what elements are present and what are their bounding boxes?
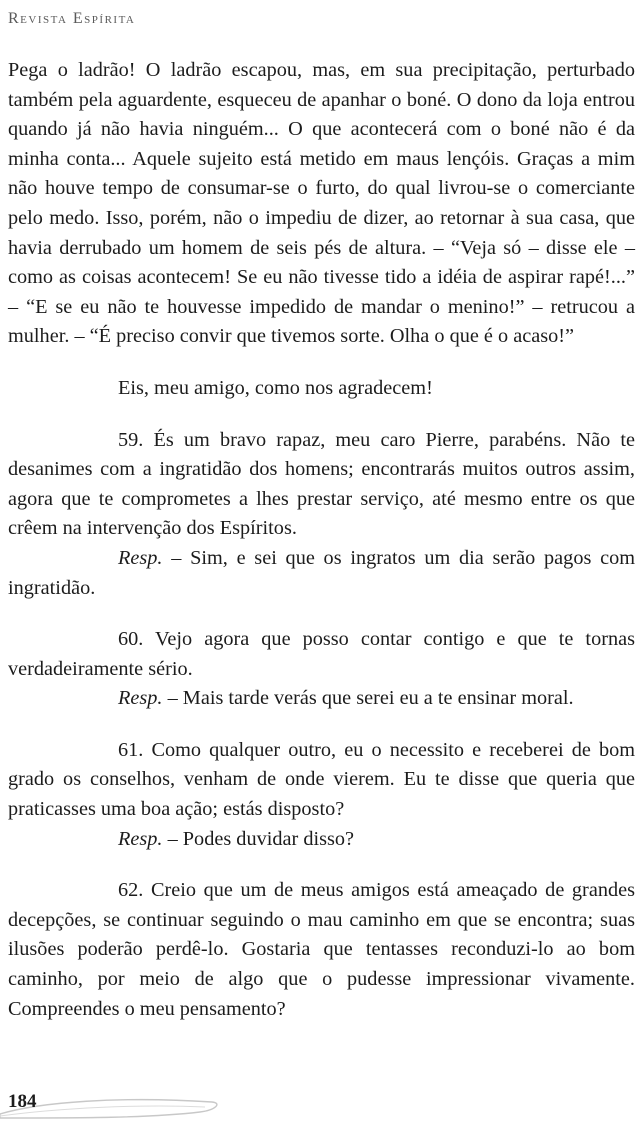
resp-label: Resp.: [118, 546, 163, 569]
answer-60: [8, 684, 635, 714]
question-62: 62. Creio que um de meus amigos está ameaçado de grandes decepções, se continuar seguindo o mau caminho em que se encontra; suas ilusões poderão perdê-lo. Gostaria que tentasses reconduzi-lo ao bom caminho, por meio de algo que o pudesse impressionar vivamente. Compreendes o meu pensamento?: [8, 879, 635, 1020]
page-number: 184: [8, 1091, 37, 1112]
question-60: 60. Vejo agora que posso contar contigo e que te tornas verdadeiramente sério.: [8, 628, 635, 680]
question-61: 61. Como qualquer outro, eu o necessito e receberei de bom grado os conselhos, venham de onde vierem. Eu te disse que queria que praticasses uma boa ação; estás disposto?: [8, 738, 635, 821]
paragraph-gratitude-remark: Eis, meu amigo, como nos agradecem!: [118, 376, 433, 399]
question-59: 59. És um bravo rapaz, meu caro Pierre, parabéns. Não te desanimes com a ingratidão dos homens; encontrarás muitos outros assim, agora que te comprometes a lhes prestar serviço, até mesmo entre os que crêem na intervenção dos Espíritos.: [8, 428, 635, 540]
answer-59: [8, 544, 635, 603]
answer-59-text: – Sim, e sei que os ingratos um dia serão pagos com ingratidão.: [8, 546, 635, 599]
answer-61: [8, 825, 635, 855]
running-header: Revista Espírita: [8, 10, 136, 27]
answer-60-text: – Mais tarde verás que serei eu a te ensinar moral.: [162, 687, 574, 710]
page-body: [8, 56, 635, 1024]
page-footer: [0, 1088, 643, 1122]
resp-label: Resp.: [118, 687, 163, 710]
answer-61-text: – Podes duvidar disso?: [162, 827, 355, 850]
resp-label: Resp.: [118, 827, 163, 850]
paragraph-narrative: Pega o ladrão! O ladrão escapou, mas, em sua precipitação, perturbado também pela aguardente, esqueceu de apanhar o boné. O dono da loja entrou quando já não havia ninguém... O que acontecerá com o boné não é da minha conta... Aquele sujeito está metido em maus lençóis. Graças a mim não houve tempo de consumar-se o furto, do qual livrou-se o comerciante pelo medo. Isso, porém, não o impediu de dizer, ao retornar à sua casa, que havia derrubado um homem de seis pés de altura. – “Veja só – disse ele – como as coisas acontecem! Se eu não tivesse tido a idéia de aspirar rapé!...” – “E se eu não te houvesse impedido de mandar o menino!” – retrucou a mulher. – “É preciso convir que tivemos sorte. Olha o que é o acaso!”: [8, 59, 635, 348]
